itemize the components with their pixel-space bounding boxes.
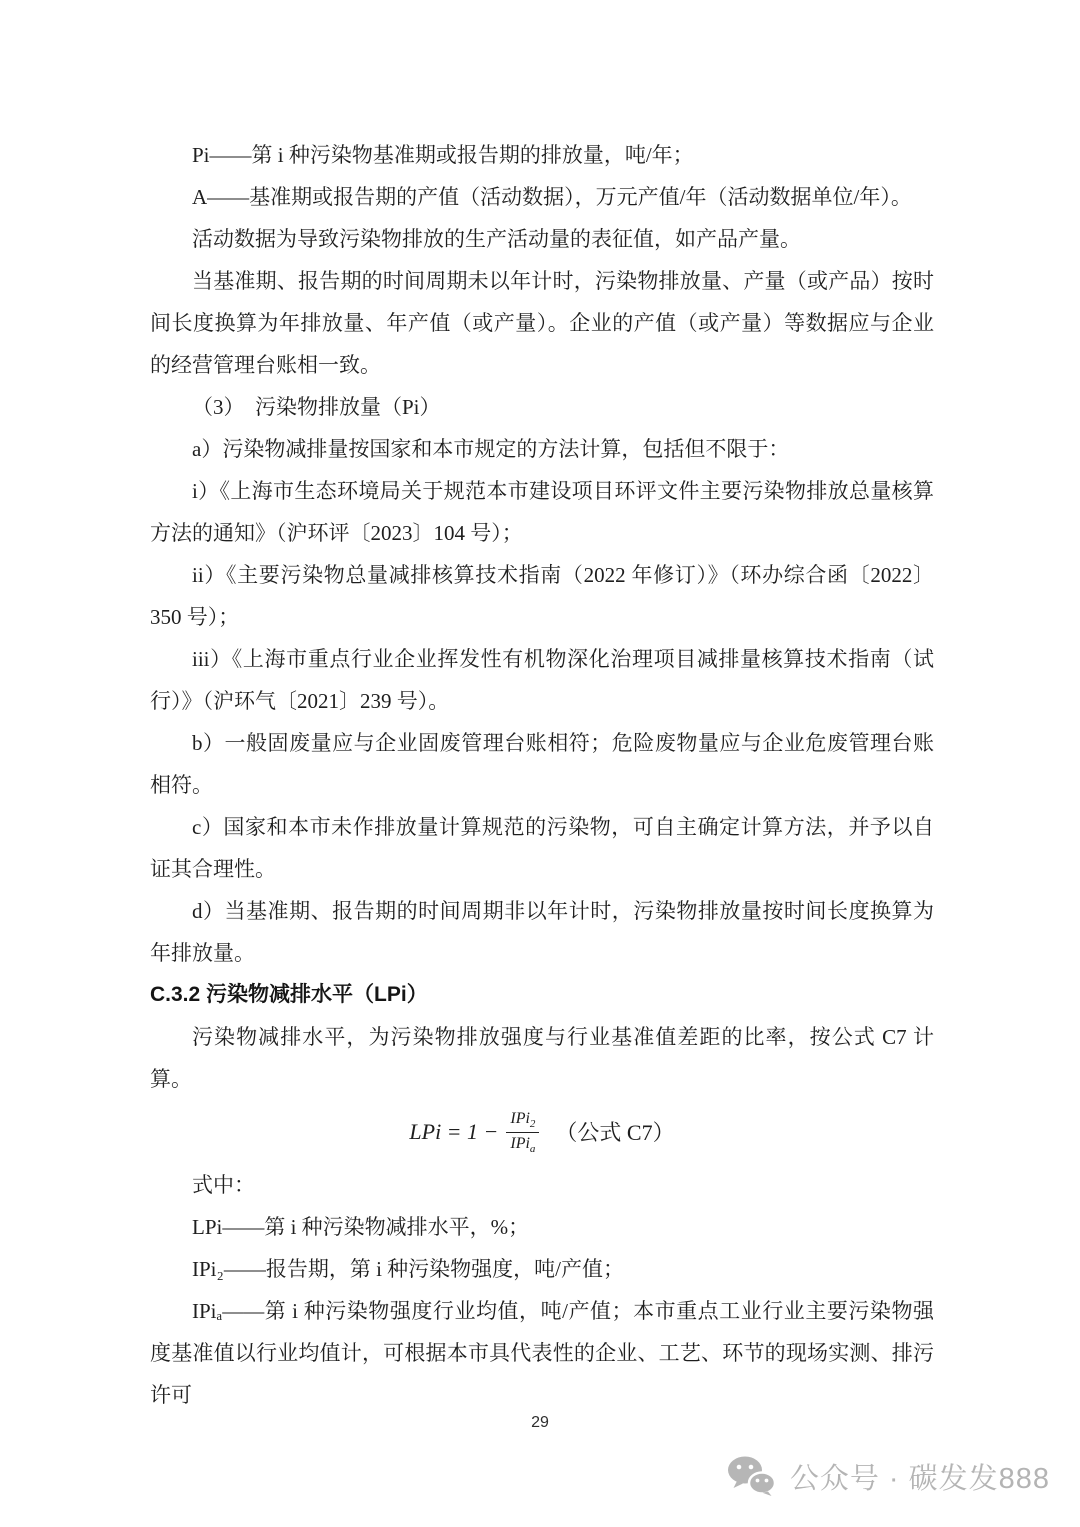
paragraph: （3） 污染物排放量（Pi） [192, 395, 441, 419]
paragraph: LPi——第 i 种污染物减排水平，%； [192, 1214, 530, 1239]
section-heading: C.3.2 污染物减排水平（LPi） [150, 983, 428, 1006]
paragraph: iii）《上海市重点行业企业挥发性有机物深化治理项目减排量核算技术指南（试行）》（沪环气〔2021〕239 号）。 [150, 647, 934, 713]
wechat-watermark [727, 1455, 1050, 1497]
paragraph: IPiₐ——第 i 种污染物强度行业均值，吨/产值；本市重点工业行业主要污染物强度基准值以行业均值计，可根据本市具代表性的企业、工艺、环节的现场实测、排污许可 [150, 1298, 934, 1407]
paragraph: 污染物减排水平，为污染物排放强度与行业基准值差距的比率，按公式 C7 计算。 [150, 1025, 934, 1091]
paragraph: a）污染物减排量按国家和本市规定的方法计算，包括但不限于： [192, 437, 790, 461]
fraction-denominator: IPi$_a$ [510, 1135, 536, 1156]
wechat-icon [727, 1455, 777, 1497]
formula-fraction [506, 1109, 539, 1157]
watermark-text: 公众号 · 碳发发888 [789, 1462, 1050, 1495]
formula-lhs: LPi = 1 − [409, 1118, 499, 1144]
fraction-numerator: IPi$_2$ [506, 1109, 539, 1133]
paragraph: i）《上海市生态环境局关于规范本市建设项目环评文件主要污染物排放总量核算方法的通知》（沪环评〔2023〕104 号）； [150, 479, 934, 545]
paragraph: Pi——第 i 种污染物基准期或报告期的排放量，吨/年； [192, 143, 694, 167]
formula-label: （公式 C7） [555, 1120, 675, 1146]
paragraph: b）一般固废量应与企业固废管理台账相符；危险废物量应与企业危废管理台账相符。 [150, 731, 934, 797]
paragraph: 活动数据为导致污染物排放的生产活动量的表征值，如产品产量。 [192, 227, 801, 251]
paragraph: A——基准期或报告期的产值（活动数据），万元产值/年（活动数据单位/年）。 [192, 185, 912, 209]
paragraph: d）当基准期、报告期的时间周期非以年计时，污染物排放量按时间长度换算为年排放量。 [150, 899, 934, 965]
paragraph: 式中： [192, 1172, 255, 1197]
paragraph: IPi₂——报告期，第 i 种污染物强度，吨/产值； [192, 1256, 624, 1281]
paragraph: ii）《主要污染物总量减排核算技术指南（2022 年修订）》（环办综合函〔2022〕350 号）； [150, 563, 934, 629]
paragraph: 当基准期、报告期的时间周期未以年计时，污染物排放量、产量（或产品）按时间长度换算为年排放量、年产值（或产量）。企业的产值（或产量）等数据应与企业的经营管理台账相一致。 [150, 269, 934, 377]
formula-c7 [150, 1100, 934, 1164]
paragraph: c）国家和本市未作排放量计算规范的污染物，可自主确定计算方法，并予以自证其合理性。 [150, 815, 934, 881]
document-content [150, 134, 934, 1416]
page-number: 29 [531, 1414, 549, 1431]
